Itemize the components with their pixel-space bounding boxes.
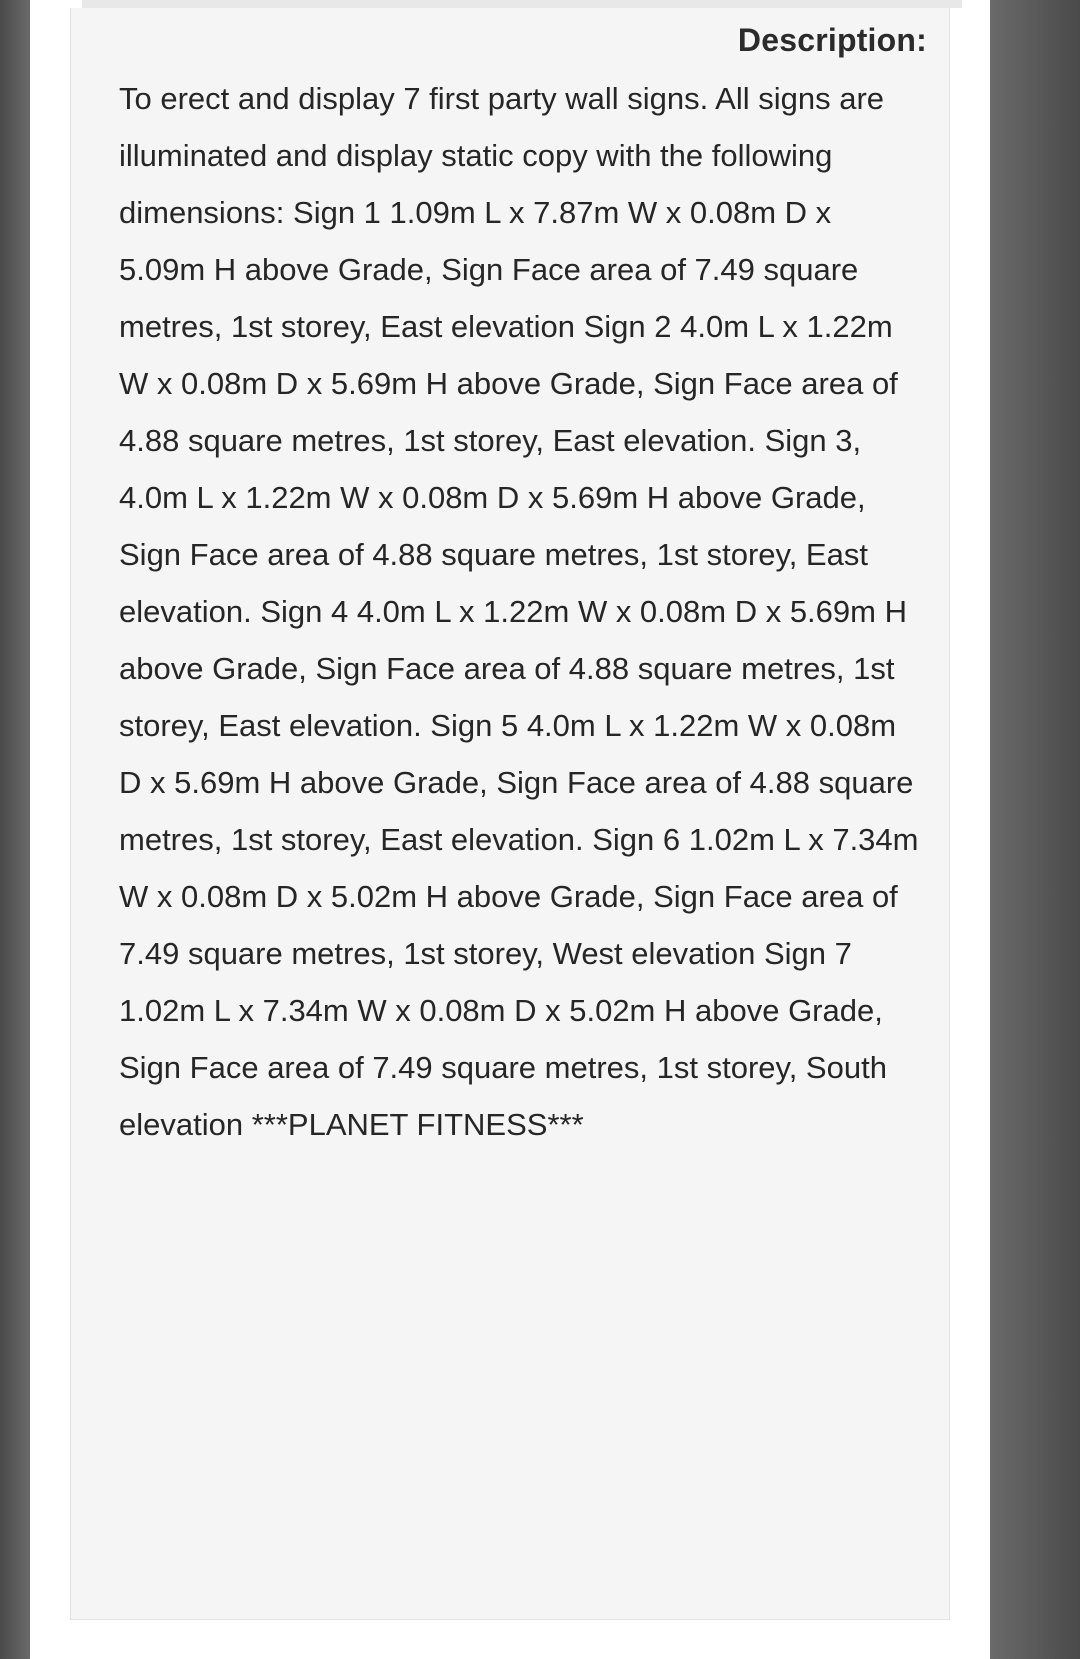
- right-frame-edge: [990, 0, 1080, 1659]
- left-frame-edge: [0, 0, 30, 1659]
- description-label: Description:: [737, 22, 927, 58]
- sheet-bottom-edge: [30, 1639, 990, 1659]
- description-text: To erect and display 7 first party wall signs. All signs are illuminated and display static copy with the following dimensions: Sign 1 1.09m L x 7.87m W x 0.08m D x 5.09m H above Grade, Sign Face area of 7.49 square metres, 1st storey, East elevation Sign 2 4.0m L x 1.22m W x 0.08m D x 5.69m H above Grade, Sign Face area of 4.88 square metres, 1st storey, East elevation. Sign 3, 4.0m L x 1.22m W x 0.08m D x 5.69m H above Grade, Sign Face area of 4.88 square metres, 1st storey, East elevation. Sign 4 4.0m L x 1.22m W x 0.08m D x 5.69m H above Grade, Sign Face area of 4.88 square metres, 1st storey, East elevation. Sign 5 4.0m L x 1.22m W x 0.08m D x 5.69m H above Grade, Sign Face area of 4.88 square metres, 1st storey, East elevation. Sign 6 1.02m L x 7.34m W x 0.08m D x 5.02m H above Grade, Sign Face area of 7.49 square metres, 1st storey, West elevation Sign 7 1.02m L x 7.34m W x 0.08m D x 5.02m H above Grade, Sign Face area of 7.49 square metres, 1st storey, South elevation ***PLANET FITNESS***: [119, 81, 928, 1142]
- preceding-section-strip: [82, 0, 962, 8]
- page-sheet: [30, 0, 990, 1659]
- description-card: [70, 8, 950, 1620]
